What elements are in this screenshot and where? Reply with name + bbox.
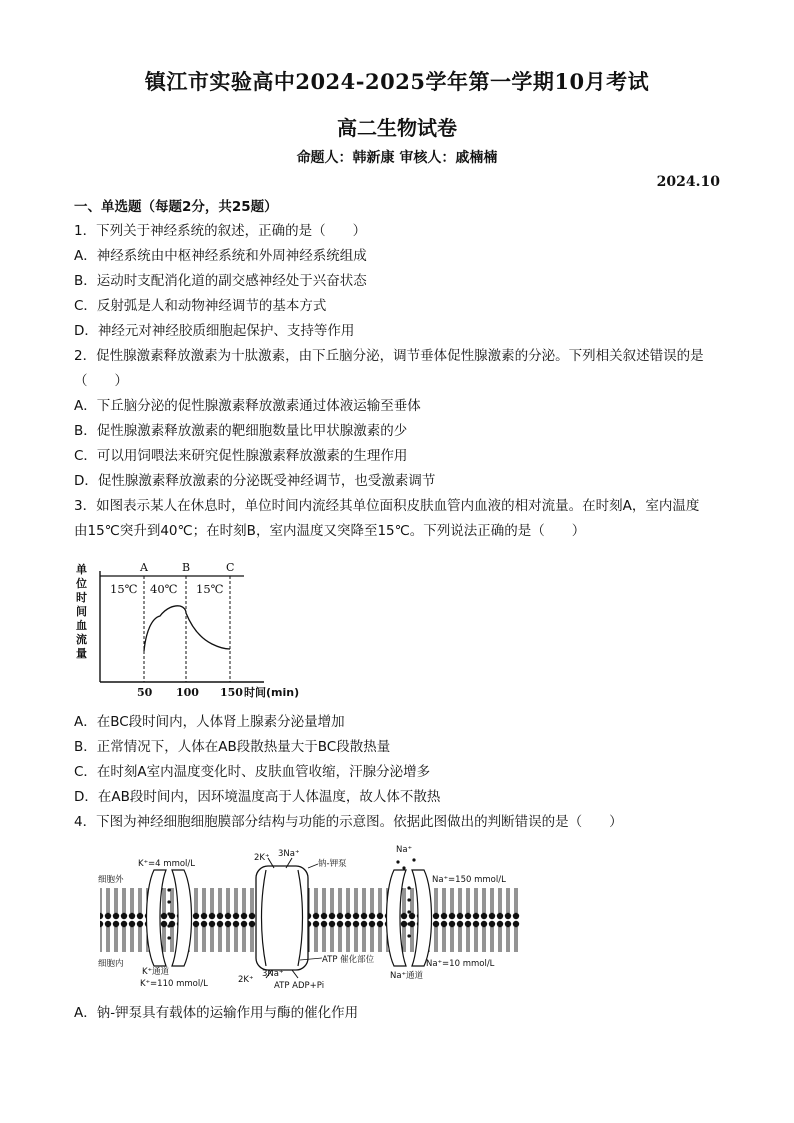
question-1-option-b: B．运动时支配消化道的副交感神经处于兴奋状态 [74, 273, 367, 289]
question-2-option-d: D．促性腺激素释放激素的分泌既受神经调节，也受激素调节 [74, 473, 436, 489]
y-label-char: 量 [76, 647, 87, 660]
na-top-label: Na⁺ [396, 845, 413, 855]
pump-bottom-k: 2K⁺ [238, 975, 254, 985]
y-label-char: 时 [76, 591, 87, 604]
pump-bottom-na: 3Na⁺ [262, 969, 284, 979]
k-channel-label: K⁺通道 [142, 967, 170, 977]
section-heading: 一、单选题（每题2分，共25题） [74, 199, 278, 215]
y-label-char: 间 [76, 605, 87, 618]
question-2-stem: 2．促性腺激素释放激素为十肽激素，由下丘脑分泌，调节垂体促性腺激素的分泌。下列相关叙述错误的是 [74, 348, 704, 364]
exam-subtitle: 高二生物试卷 [337, 116, 457, 140]
atp-reaction: ATP ADP+Pi [274, 981, 325, 990]
x-tick-100: 100 [176, 686, 199, 699]
question-2-option-b: B．促性腺激素释放激素的靶细胞数量比甲状腺激素的少 [74, 423, 408, 439]
question-2-option-a: A．下丘脑分泌的促性腺激素释放激素通过体液运输至垂体 [74, 398, 421, 414]
x-tick-150: 150 [220, 686, 243, 699]
outside-label: 细胞外 [98, 875, 124, 885]
question-3-option-d: D．在AB段时间内，因环境温度高于人体温度，故人体不散热 [74, 789, 441, 805]
y-label-char: 流 [76, 633, 87, 646]
temp-label-2: 40℃ [150, 582, 178, 596]
pump-top-na: 3Na⁺ [278, 849, 300, 859]
na-inside-conc: Na⁺=10 mmol/L [426, 959, 495, 969]
question-2-stem-cont: （ ） [74, 373, 128, 389]
question-1-option-d: D．神经元对神经胶质细胞起保护、支持等作用 [74, 323, 355, 339]
blood-flow-curve [144, 606, 230, 651]
y-label-char: 单 [76, 563, 87, 576]
question-3-stem-cont: 由15℃突升到40℃；在时刻B，室内温度又突降至15℃。下列说法正确的是（ ） [74, 523, 586, 539]
na-channel-label: Na⁺通道 [390, 971, 424, 981]
exam-title: 镇江市实验高中2024-2025学年第一学期10月考试 [144, 69, 650, 94]
question-2-option-c: C．可以用饲喂法来研究促性腺激素释放激素的生理作用 [74, 448, 408, 464]
y-label-char: 位 [76, 577, 87, 590]
question-3-stem: 3．如图表示某人在休息时，单位时间内流经其单位面积皮肤血管内血液的相对流量。在时刻A，室内温度 [74, 498, 700, 514]
k-outside-conc: K⁺=4 mmol/L [138, 859, 196, 869]
blood-flow-chart [74, 556, 314, 702]
pump-top-k: 2K⁺ [254, 853, 270, 863]
point-label-c: C [226, 561, 235, 574]
membrane-diagram [96, 840, 526, 990]
temp-label-1: 15℃ [110, 582, 138, 596]
k-inside-conc: K⁺=110 mmol/L [140, 979, 208, 989]
x-axis-label: 时间(min) [244, 686, 300, 699]
point-label-b: B [182, 561, 191, 574]
exam-authors: 命题人：韩新康 审核人：戚楠楠 [296, 150, 498, 166]
question-4-option-a: A．钠-钾泵具有载体的运输作用与酶的催化作用 [74, 1005, 359, 1021]
na-outside-conc: Na⁺=150 mmol/L [432, 875, 506, 885]
inside-label: 细胞内 [98, 959, 124, 969]
question-3-option-b: B．正常情况下，人体在AB段散热量大于BC段散热量 [74, 739, 391, 755]
question-3-option-c: C．在时刻A室内温度变化时、皮肤血管收缩，汗腺分泌增多 [74, 764, 431, 780]
question-3-option-a: A．在BC段时间内，人体肾上腺素分泌量增加 [74, 714, 345, 730]
atp-site-label: ATP 催化部位 [322, 955, 375, 965]
question-4-stem: 4．下图为神经细胞细胞膜部分结构与功能的示意图。依据此图做出的判断错误的是（ ） [74, 814, 623, 830]
pump-label: 钠-钾泵 [318, 859, 347, 869]
question-1-option-a: A．神经系统由中枢神经系统和外周神经系统组成 [74, 248, 367, 264]
lipid-bilayer [100, 878, 520, 958]
exam-date: 2024.10 [656, 174, 720, 190]
y-label-char: 血 [76, 619, 87, 632]
question-1-stem: 1．下列关于神经系统的叙述，正确的是（ ） [74, 223, 367, 239]
point-label-a: A [140, 561, 148, 574]
x-tick-50: 50 [137, 686, 153, 699]
question-1-option-c: C．反射弧是人和动物神经调节的基本方式 [74, 298, 327, 314]
temp-label-3: 15℃ [196, 582, 224, 596]
